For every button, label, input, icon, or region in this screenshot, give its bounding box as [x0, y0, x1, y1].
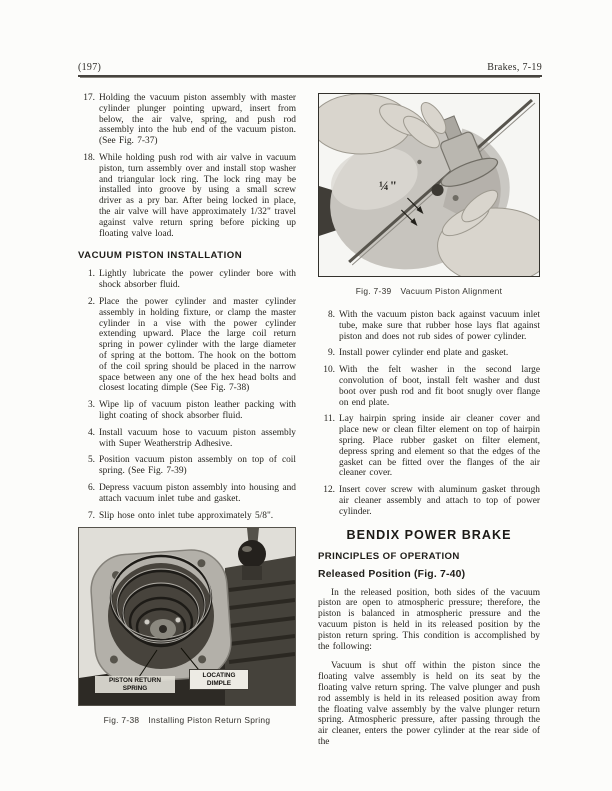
- left-column: [78, 93, 296, 757]
- section-heading-bendix-power-brake: BENDIX POWER BRAKE: [346, 527, 512, 542]
- step-text: Place the power cylinder and master cylinder assembly in holding fixture, or clamp the master cylinder in a vise with the power cylinder extending upward. Place the large coil return spring in power cylinder with the large diameter of spring at the bottom. The hook on the bottom of the coil spring should be placed in the narrow space between any one of the hex head bolts and closest locating dimple (See Fig. 7-38): [99, 296, 296, 394]
- step-12: [318, 485, 540, 517]
- page-header: [78, 62, 542, 77]
- page-number: (197): [78, 62, 102, 73]
- step-5: [78, 455, 296, 477]
- released-position-paragraph-1: In the released position, both sides of the vacuum piston are open to atmospheric pressure; therefore, the piston is balanced in atmospheric pressure and the vacuum piston is held in its released position by the piston return spring. This condition is accomplished by the following:: [318, 587, 540, 652]
- step-number: 4.: [87, 427, 95, 438]
- step-text: Holding the vacuum piston assembly with master cylinder plunger pointing upward, insert from below, the air valve, spring, and push rod assembly into the hub end of the vacuum piston. (See Fig. 7-37): [99, 93, 296, 147]
- step-text: With the felt washer in the second large convolution of boot, install felt washer and dust boot over push rod and fit boot snugly over flange on end plate.: [339, 365, 540, 408]
- step-text: While holding push rod with air valve in vacuum piston, turn assembly over and install stop washer and triangular lock ring. The lock ring may be installed into groove by using a small screw driver as a pry bar. After being locked in place, the air valve will have approximately 1/32" travel against valve return spring before picking up floating valve load.: [99, 152, 296, 239]
- step-1: [78, 269, 296, 291]
- two-column-body: [78, 93, 542, 757]
- step-4: [78, 428, 296, 450]
- header-section-title: Brakes, 7-19: [487, 62, 542, 73]
- step-number: 10.: [323, 365, 335, 376]
- step-7: [78, 511, 296, 522]
- step-8: [318, 310, 540, 342]
- figure-number: Fig. 7-39: [355, 286, 392, 296]
- step-number: 17.: [83, 93, 95, 103]
- step-text: Install power cylinder end plate and gasket.: [339, 348, 509, 359]
- step-text: Lightly lubricate the power cylinder bore with shock absorber fluid.: [99, 269, 296, 291]
- step-number: 2.: [87, 296, 95, 307]
- step-number: 12.: [323, 485, 335, 496]
- step-text: Slip hose onto inlet tube approximately 5/8".: [99, 510, 274, 521]
- photo-label-piston-return-spring: PISTON RETURN SPRING: [95, 676, 175, 693]
- step-text: With the vacuum piston back against vacuum inlet tube, make sure that rubber hose lays flat against piston and does not rub sides of power cylinder.: [339, 310, 540, 342]
- step-10: [318, 365, 540, 408]
- figure-7-39: [318, 93, 540, 296]
- step-number: 7.: [87, 510, 95, 521]
- steps-1-7: [78, 269, 296, 521]
- step-number: 5.: [87, 455, 95, 466]
- step-number: 6.: [87, 482, 95, 493]
- step-text: Position vacuum piston assembly on top of coil spring. (See Fig. 7-39): [99, 455, 296, 477]
- quarter-inch-annotation: ¼": [379, 178, 398, 193]
- step-number: 18.: [83, 152, 95, 163]
- step-number: 3.: [87, 400, 95, 411]
- step-number: 8.: [327, 310, 335, 320]
- step-2: [78, 297, 296, 394]
- step-11: [318, 414, 540, 479]
- released-position-paragraph-2: Vacuum is shut off within the piston since the floating valve assembly is held on its seat by the floating valve return spring. The valve plunger and push rod assembly is held in its released position away from the floating valve assembly by the valve plunger return spring. Atmospheric pressure, after passing through the air cleaner, enters the power cylinder at the rear side of the: [318, 661, 540, 747]
- paragraph-heading-released-position: Released Position (Fig. 7-40): [318, 568, 466, 580]
- vacuum-piston-alignment-photo-illustration: [319, 94, 539, 276]
- figure-7-38: [78, 527, 296, 725]
- step-18: [78, 153, 296, 239]
- step-17: [78, 93, 296, 147]
- step-text: Install vacuum hose to vacuum piston assembly with Super Weatherstrip Adhesive.: [99, 427, 296, 449]
- step-6: [78, 483, 296, 505]
- steps-17-18: [78, 93, 296, 239]
- step-text: Depress vacuum piston assembly into housing and attach vacuum inlet tube and gasket.: [99, 482, 296, 504]
- figure-7-38-photo: [78, 527, 296, 706]
- step-3: [78, 400, 296, 422]
- right-column: [318, 93, 540, 757]
- section-heading-vacuum-piston-installation: VACUUM PISTON INSTALLATION: [78, 250, 243, 262]
- photo-label-locating-dimple: LOCATING DIMPLE: [189, 669, 249, 690]
- step-9: [318, 348, 540, 359]
- figure-title: Installing Piston Return Spring: [148, 715, 271, 726]
- step-text: Wipe lip of vacuum piston leather packing with light coating of shock absorber fluid.: [99, 400, 296, 421]
- step-text: Lay hairpin spring inside air cleaner cover and place new or clean filter element on top of hairpin spring. Place rubber gasket on filter element, depress spring and element so that the edges of the gasket can be fitted over the flanges of the air cleaner cover.: [339, 414, 540, 479]
- figure-title: Vacuum Piston Alignment: [400, 286, 503, 296]
- step-text: Insert cover screw with aluminum gasket through air cleaner assembly and attach to top of power cylinder.: [339, 485, 540, 517]
- figure-7-38-caption: [78, 715, 296, 725]
- step-number: 1.: [87, 269, 95, 280]
- figure-7-39-caption: [318, 286, 540, 296]
- steps-8-12: [318, 310, 540, 518]
- figure-7-39-photo: [318, 93, 540, 277]
- figure-number: Fig. 7-38: [103, 715, 140, 726]
- step-number: 9.: [327, 348, 335, 359]
- subsection-heading-principles-of-operation: PRINCIPLES OF OPERATION: [318, 550, 460, 562]
- step-number: 11.: [323, 414, 335, 425]
